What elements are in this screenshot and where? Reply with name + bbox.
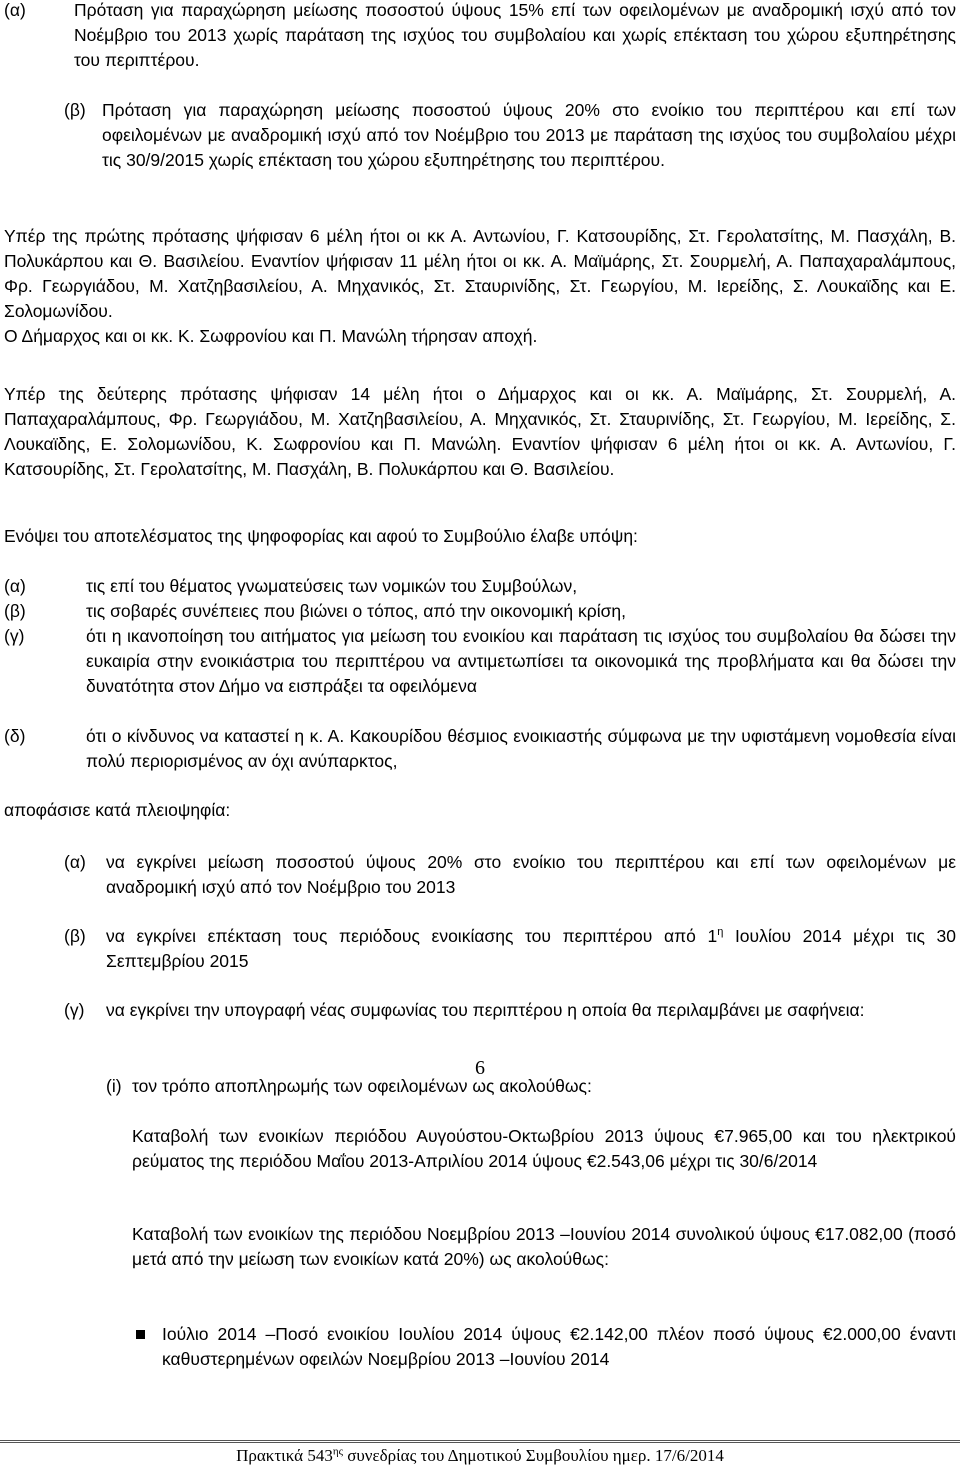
consideration-a-label: (α)	[4, 576, 26, 596]
footer-rule	[0, 1440, 960, 1443]
bullet-marker	[136, 1330, 145, 1339]
proposal-b-text-block	[102, 98, 956, 173]
consideration-d-label: (δ)	[4, 726, 26, 746]
payment-paragraph-2: Καταβολή των ενοικίων της περιόδου Νοεμβρίου 2013 –Ιουνίου 2014 συνολικού ύψους €17.082,00 (ποσό μετά από την μείωση των ενοικίων κατά 20%) ως ακολούθως:	[132, 1224, 956, 1269]
vote-first-proposal: Υπέρ της πρώτης πρότασης ψήφισαν 6 μέλη ήτοι οι κκ Α. Αντωνίου, Γ. Κατσουρίδης, Στ. Γερολατσίτης, Μ. Πασχάλη, Β. Πολυκάρπου και Θ. Βασιλείου. Εναντίον ψήφισαν 11 μέλη ήτοι οι κκ. Α. Μαϊμάρης, Στ. Σουρμελή, Α. Παπαχαραλάμπους, Φρ. Γεωργιάδου, Μ. Χατζηβασιλείου, Α. Μηχανικός, Στ. Σταυρινίδης, Στ. Γεωργίου, Μ. Ιερείδης, Σ. Λουκαϊδης και Ε. Σολομωνίδου.	[4, 226, 956, 321]
consideration-a-text: τις επί του θέματος γνωματεύσεις των νομικών του Συμβούλων,	[86, 576, 578, 596]
page-number: 6	[475, 1057, 485, 1079]
consideration-d-text: ότι ο κίνδυνος να καταστεί η κ. Α. Κακουρίδου θέσμιος ενοικιαστής σύμφωνα με την υφιστάμενη νομοθεσία είναι πολύ περιορισμένος αν όχι ανύπαρκτος,	[86, 726, 956, 771]
payment-paragraph-1: Καταβολή των ενοικίων περιόδου Αυγούστου-Οκτωβρίου 2013 ύψους €7.965,00 και του ηλεκτρικού ρεύματος της περιόδου Μαΐου 2013-Απριλίου 2014 ύψους €2.543,06 μέχρι τις 30/6/2014	[132, 1126, 956, 1171]
considering-intro: Ενόψει του αποτελέσματος της ψηφοφορίας και αφού το Συμβούλιο έλαβε υπόψη:	[4, 526, 638, 546]
decided-intro: αποφάσισε κατά πλειοψηφία:	[4, 800, 231, 820]
decision-a-text: να εγκρίνει μείωση ποσοστού ύψους 20% στο ενοίκιο του περιπτέρου και επί των οφειλομένων με αναδρομική ισχύ από τον Νοέμβριο του 2013	[106, 852, 956, 897]
consideration-c-label: (γ)	[4, 626, 25, 646]
consideration-b-label: (β)	[4, 601, 26, 621]
sub-item-i-label: (i)	[106, 1076, 122, 1096]
decision-b-text	[106, 924, 956, 974]
consideration-c-text: ότι η ικανοποίηση του αιτήματος για μείωση του ενοικίου και παράταση τις ισχύος του συμβολαίου θα δώσει την ευκαιρία στην ενοικιάστρια του περιπτέρου να αντιμετωπίσει τα οικονομικά της προβλήματα και θα δώσει την δυνατότητα στον Δήμο να εισπράξει τα οφειλόμενα	[86, 626, 956, 696]
decision-a-label: (α)	[64, 852, 86, 872]
decision-c-label: (γ)	[64, 1000, 85, 1020]
proposal-b-text: Πρόταση για παραχώρηση μείωσης ποσοστού ύψους 20% στο ενοίκιο του περιπτέρου και επί των οφειλομένων με αναδρομική ισχύ από τον Νοέμβριο του 2013 με παράταση της ισχύος του συμβολαίου μέχρι τις 30/9/2015 χωρίς επέκταση του χώρου εξυπηρέτησης του περιπτέρου.	[102, 100, 956, 170]
footer-text	[0, 1446, 960, 1466]
proposal-a-text: Πρόταση για παραχώρηση μείωσης ποσοστού ύψους 15% επί των οφειλομένων με αναδρομική ισχύ από τον Νοέμβριο του 2013 χωρίς παράταση της ισχύος του συμβολαίου και χωρίς επέκταση του χώρου εξυπηρέτησης του περιπτέρου.	[74, 0, 956, 70]
consideration-b-text: τις σοβαρές συνέπειες που βιώνει ο τόπος, από την οικονομική κρίση,	[86, 601, 626, 621]
bullet-item-1: Ιούλιο 2014 –Ποσό ενοικίου Ιουλίου 2014 ύψους €2.142,00 πλέον ποσό ύψους €2.000,00 έναντι καθυστερημένων οφειλών Νοεμβρίου 2013 –Ιουνίου 2014	[162, 1324, 956, 1369]
decision-b-superscript: η	[717, 926, 724, 939]
decision-b-text-before: να εγκρίνει επέκταση τους περιόδους ενοικίασης του περιπτέρου από 1	[106, 926, 718, 946]
decision-b-text-after: Ιουλίου 2014 μέχρι τις 30 Σεπτεμβρίου 2015	[106, 926, 956, 971]
vote-second-proposal: Υπέρ της δεύτερης πρότασης ψήφισαν 14 μέλη ήτοι ο Δήμαρχος και οι κκ. Α. Μαϊμάρης, Στ. Σουρμελή, Α. Παπαχαραλάμπους, Φρ. Γεωργιάδου, Μ. Χατζηβασιλείου, Α. Μηχανικός, Στ. Σταυρινίδης, Στ. Γεωργίου, Μ. Ιερείδης, Σ. Λουκαϊδης, Ε. Σολομωνίδου, Κ. Σωφρονίου και Π. Μανώλη. Εναντίον ψήφισαν 6 μέλη ήτοι οι κκ. Α. Αντωνίου, Γ. Κατσουρίδης, Στ. Γερολατσίτης, Μ. Πασχάλη, Β. Πολυκάρπου και Θ. Βασιλείου.	[4, 384, 956, 479]
vote-first-abstain: Ο Δήμαρχος και οι κκ. Κ. Σωφρονίου και Π. Μανώλη τήρησαν αποχή.	[4, 326, 538, 346]
proposal-b-label: (β)	[64, 100, 86, 120]
sub-item-i-text: τον τρόπο αποπληρωμής των οφειλομένων ως ακολούθως:	[132, 1076, 592, 1096]
proposal-a-label: (α)	[4, 0, 26, 20]
footer-text-before: Πρακτικά 543	[236, 1446, 333, 1465]
decision-b-label: (β)	[64, 926, 86, 946]
decision-c-text: να εγκρίνει την υπογραφή νέας συμφωνίας του περιπτέρου η οποία θα περιλαμβάνει με σαφήνεια:	[106, 1000, 865, 1020]
footer-text-after: συνεδρίας του Δημοτικού Συμβουλίου ημερ. 17/6/2014	[342, 1446, 724, 1465]
footer-superscript: ης	[332, 1445, 343, 1458]
